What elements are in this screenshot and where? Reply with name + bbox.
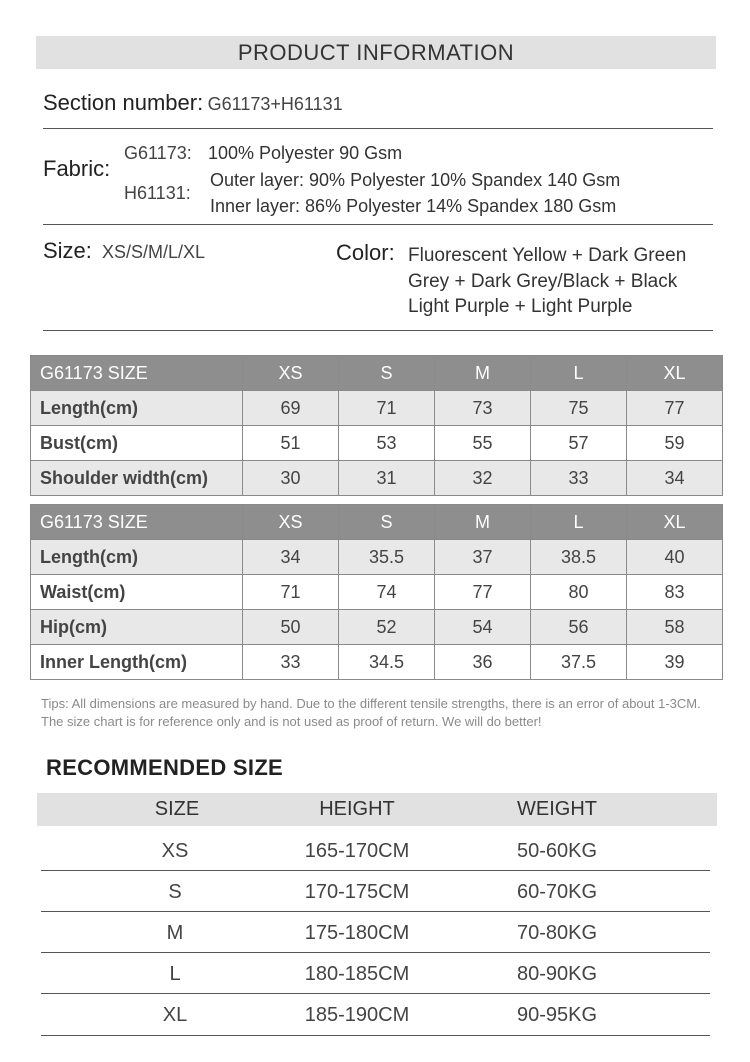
table-cell: 53 bbox=[339, 426, 435, 461]
table-cell: 69 bbox=[243, 391, 339, 426]
color-option: Fluorescent Yellow + Dark Green bbox=[408, 245, 687, 266]
recommended-row bbox=[37, 832, 717, 873]
table-cell: 57 bbox=[531, 426, 627, 461]
table-header-row bbox=[31, 505, 723, 540]
color-label: Color: bbox=[336, 240, 395, 265]
table-header-row bbox=[31, 356, 723, 391]
color-option: Grey + Dark Grey/Black + Black bbox=[408, 270, 678, 292]
recommended-cell: 50-60KG bbox=[516, 840, 598, 862]
table-header-cell: S bbox=[339, 505, 435, 540]
table-cell: 77 bbox=[627, 391, 723, 426]
table-cell: 34 bbox=[243, 540, 339, 575]
table-cell: 55 bbox=[435, 426, 531, 461]
section-number-value: G61173+H61131 bbox=[207, 94, 343, 114]
row-divider bbox=[41, 952, 710, 953]
table-cell: 58 bbox=[627, 610, 723, 645]
table-header-cell: L bbox=[531, 356, 627, 391]
recommended-cell: M bbox=[166, 922, 184, 944]
table-row bbox=[31, 575, 723, 610]
recommended-cell: L bbox=[169, 963, 181, 985]
table-cell: 34 bbox=[627, 461, 723, 496]
table-cell: Length(cm) bbox=[31, 391, 243, 426]
table-cell: Shoulder width(cm) bbox=[31, 461, 243, 496]
recommended-cell: 90-95KG bbox=[516, 1004, 598, 1026]
recommended-cell: XS bbox=[161, 840, 189, 862]
table-cell: 37.5 bbox=[531, 645, 627, 680]
table-header-cell: L bbox=[531, 505, 627, 540]
table-cell: 59 bbox=[627, 426, 723, 461]
row-divider bbox=[41, 993, 710, 994]
table-cell: Length(cm) bbox=[31, 540, 243, 575]
table-row bbox=[31, 426, 723, 461]
recommended-cell: 70-80KG bbox=[516, 922, 598, 944]
table-cell: 35.5 bbox=[339, 540, 435, 575]
table-row bbox=[31, 540, 723, 575]
table-row bbox=[31, 461, 723, 496]
table-header-cell: M bbox=[435, 356, 531, 391]
row-divider bbox=[41, 870, 710, 871]
recommended-header-cell: WEIGHT bbox=[517, 798, 597, 820]
color-list bbox=[408, 243, 686, 320]
recommended-header-cell: SIZE bbox=[154, 798, 200, 820]
fabric-label: Fabric: bbox=[43, 156, 111, 181]
table-cell: 83 bbox=[627, 575, 723, 610]
recommended-cell: S bbox=[168, 881, 182, 903]
table-header-cell: S bbox=[339, 356, 435, 391]
table-cell: 37 bbox=[435, 540, 531, 575]
recommended-cell: XL bbox=[162, 1004, 188, 1026]
row-divider bbox=[41, 911, 710, 912]
table-cell: 50 bbox=[243, 610, 339, 645]
fabric-bottom-outer: Outer layer: 90% Polyester 10% Spandex 140 Gsm bbox=[210, 170, 621, 190]
recommended-cell: 165-170CM bbox=[304, 840, 410, 862]
recommended-size-title: RECOMMENDED SIZE bbox=[46, 755, 284, 780]
table-header-cell: XS bbox=[243, 505, 339, 540]
table-row bbox=[31, 391, 723, 426]
fabric-top-code: G61173: bbox=[124, 143, 192, 163]
top-size-table bbox=[30, 355, 723, 496]
table-cell: 39 bbox=[627, 645, 723, 680]
table-cell: 54 bbox=[435, 610, 531, 645]
table-cell: 56 bbox=[531, 610, 627, 645]
table-cell: Bust(cm) bbox=[31, 426, 243, 461]
table-header-cell: XL bbox=[627, 356, 723, 391]
table-cell: 30 bbox=[243, 461, 339, 496]
table-cell: 74 bbox=[339, 575, 435, 610]
recommended-header bbox=[37, 793, 717, 826]
recommended-row bbox=[37, 955, 717, 996]
table-cell: 32 bbox=[435, 461, 531, 496]
section-number-label: Section number: bbox=[43, 90, 204, 115]
recommended-cell: 180-185CM bbox=[304, 963, 410, 985]
table-header-cell: XL bbox=[627, 505, 723, 540]
table-cell: 40 bbox=[627, 540, 723, 575]
recommended-row bbox=[37, 914, 717, 955]
table-header-cell: G61173 SIZE bbox=[31, 356, 243, 391]
recommended-cell: 170-175CM bbox=[304, 881, 410, 903]
table-cell: Waist(cm) bbox=[31, 575, 243, 610]
table-cell: 73 bbox=[435, 391, 531, 426]
table-cell: 38.5 bbox=[531, 540, 627, 575]
tips-note: Tips: All dimensions are measured by hand. Due to the different tensile strengths, there is an error of about 1-3CM. The size chart is for reference only and is not used as proof of return. We will do better! bbox=[41, 696, 701, 729]
table-cell: 33 bbox=[243, 645, 339, 680]
table-cell: Inner Length(cm) bbox=[31, 645, 243, 680]
table-cell: 52 bbox=[339, 610, 435, 645]
table-row bbox=[31, 610, 723, 645]
recommended-row bbox=[37, 873, 717, 914]
row-divider bbox=[41, 1035, 710, 1036]
recommended-cell: 175-180CM bbox=[304, 922, 410, 944]
table-row bbox=[31, 645, 723, 680]
table-cell: Hip(cm) bbox=[31, 610, 243, 645]
table-cell: 36 bbox=[435, 645, 531, 680]
section-number-row bbox=[43, 90, 343, 116]
product-info-banner: PRODUCT INFORMATION bbox=[36, 36, 716, 69]
table-cell: 31 bbox=[339, 461, 435, 496]
divider bbox=[43, 128, 713, 129]
table-cell: 34.5 bbox=[339, 645, 435, 680]
color-option: Light Purple + Light Purple bbox=[408, 296, 633, 317]
recommended-row bbox=[37, 996, 717, 1037]
recommended-cell: 185-190CM bbox=[304, 1004, 410, 1026]
divider bbox=[43, 330, 713, 331]
table-cell: 71 bbox=[243, 575, 339, 610]
table-cell: 71 bbox=[339, 391, 435, 426]
size-label: Size: bbox=[43, 238, 92, 263]
table-cell: 77 bbox=[435, 575, 531, 610]
table-header-cell: XS bbox=[243, 356, 339, 391]
fabric-top-value: 100% Polyester 90 Gsm bbox=[208, 143, 403, 163]
fabric-bottom-code: H61131: bbox=[124, 183, 191, 203]
recommended-cell: 60-70KG bbox=[516, 881, 598, 903]
table-cell: 33 bbox=[531, 461, 627, 496]
divider bbox=[43, 224, 713, 225]
table-header-cell: G61173 SIZE bbox=[31, 505, 243, 540]
table-cell: 80 bbox=[531, 575, 627, 610]
table-cell: 75 bbox=[531, 391, 627, 426]
bottom-size-table bbox=[30, 504, 723, 680]
fabric-bottom-inner: Inner layer: 86% Polyester 14% Spandex 180 Gsm bbox=[210, 196, 617, 216]
recommended-cell: 80-90KG bbox=[516, 963, 598, 985]
table-header-cell: M bbox=[435, 505, 531, 540]
size-value: XS/S/M/L/XL bbox=[102, 242, 206, 262]
table-cell: 51 bbox=[243, 426, 339, 461]
recommended-header-cell: HEIGHT bbox=[319, 798, 395, 820]
